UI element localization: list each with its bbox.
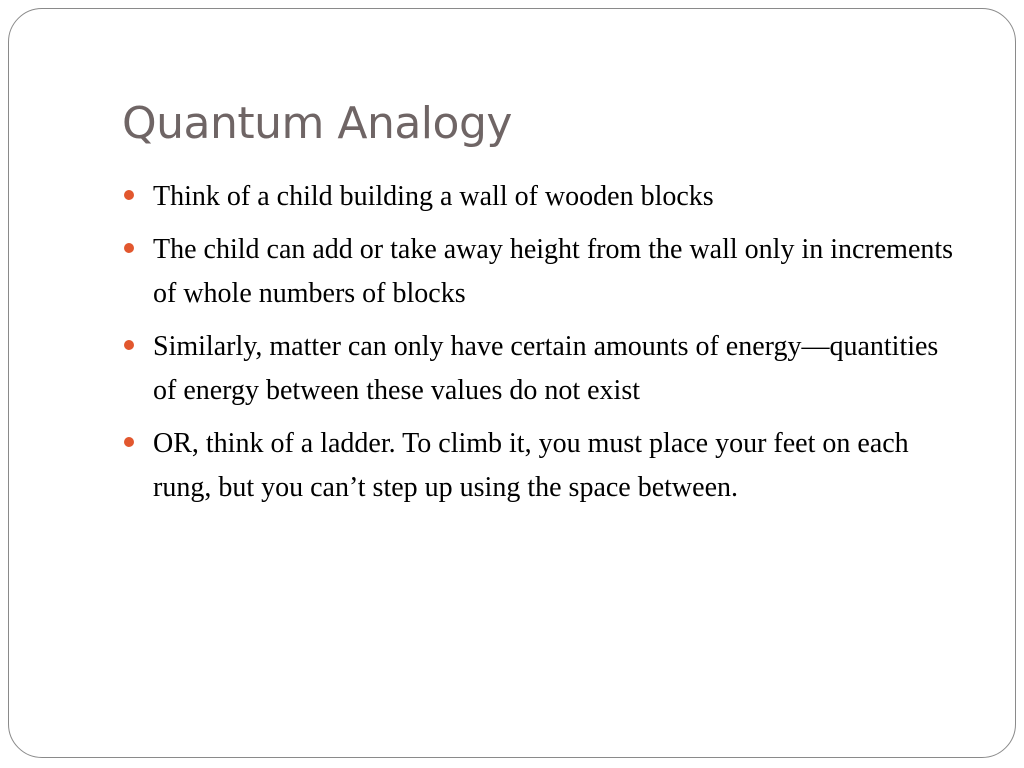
bullet-text: Think of a child building a wall of wooden blocks [153,181,714,212]
bullet-text: The child can add or take away height from the wall only in increments of whole numbers of blocks [153,234,954,309]
bullet-item [122,325,982,413]
bullet-item [122,228,982,316]
slide-frame [8,8,1016,758]
bullet-dot-icon [124,190,134,200]
bullet-list [122,175,982,519]
bullet-text: Similarly, matter can only have certain amounts of energy—quantities of energy between these values do not exist [153,331,939,406]
bullet-item [122,422,982,510]
bullet-text: OR, think of a ladder. To climb it, you must place your feet on each rung, but you can’t step up using the space between. [153,428,909,503]
bullet-item [122,175,982,219]
bullet-dot-icon [124,437,134,447]
bullet-dot-icon [124,340,134,350]
bullet-dot-icon [124,243,134,253]
slide-title: Quantum Analogy [122,98,512,149]
